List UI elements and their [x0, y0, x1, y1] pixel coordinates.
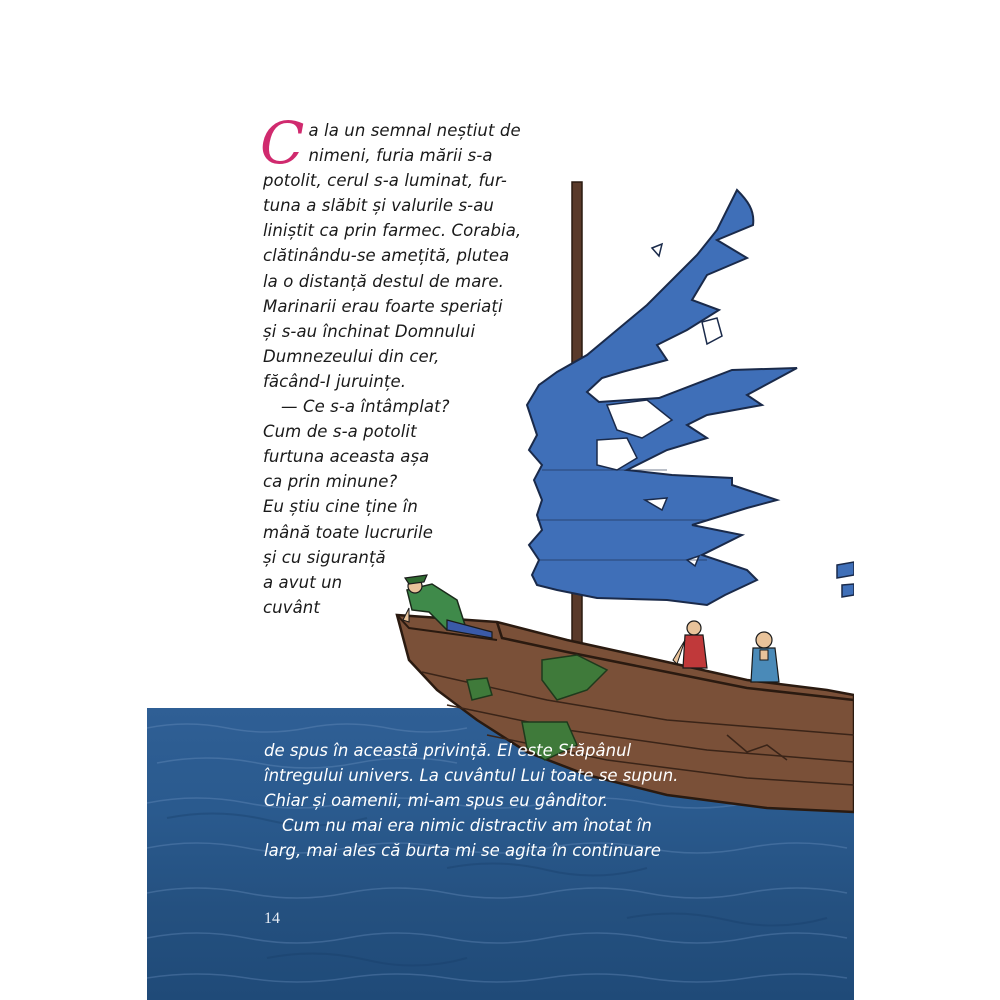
distant-sail — [837, 562, 854, 578]
text-line: liniștit ca prin farmec. Corabia, — [263, 221, 522, 241]
text-line: Cum nu mai era nimic distractiv am înotat în — [282, 816, 652, 836]
text-line: tuna a slăbit și valurile s-au — [263, 196, 494, 216]
story-top-text — [260, 109, 553, 620]
text-line: cuvânt — [263, 597, 320, 617]
text-line: a avut un — [263, 572, 343, 592]
text-line: întregului univers. La cuvântul Lui toate se supun. — [264, 766, 679, 786]
page-number: 14 — [264, 910, 280, 927]
text-line: Eu știu cine ține în — [263, 497, 418, 517]
text-line: nimeni, furia mării s-a — [308, 146, 493, 166]
sailor-praying — [751, 632, 779, 682]
book-page — [147, 0, 854, 1000]
text-line: și s-au închinat Domnului — [263, 321, 476, 341]
tattered-sail — [527, 190, 797, 605]
text-line: mână toate lucrurile — [263, 522, 433, 542]
text-line: Marinarii erau foarte speriați — [263, 296, 503, 316]
text-line: ca prin minune? — [263, 472, 398, 492]
text-line: Cum de s-a potolit — [263, 422, 417, 442]
text-line: — Ce s-a întâmplat? — [281, 397, 450, 417]
sailor-mid-deck — [673, 621, 707, 668]
story-bottom-text — [264, 738, 824, 863]
text-line: furtuna aceasta așa — [263, 447, 430, 467]
text-line: de spus în această privință. El este Stăpânul — [264, 741, 632, 760]
text-line: clătinându-se amețită, plutea — [263, 246, 510, 266]
text-line: a la un semnal neștiut de — [308, 121, 521, 140]
text-line: larg, mai ales că burta mi se agita în continuare — [264, 841, 661, 861]
text-line: făcând-I juruințe. — [263, 371, 407, 391]
text-line: și cu siguranță — [263, 547, 386, 567]
text-line: Dumnezeului din cer, — [263, 346, 440, 366]
drop-cap: C — [260, 109, 305, 177]
text-line: potolit, cerul s-a luminat, fur- — [263, 171, 507, 191]
text-line: Chiar și oamenii, mi-am spus eu gânditor. — [264, 791, 609, 811]
text-line: la o distanță destul de mare. — [263, 271, 504, 291]
